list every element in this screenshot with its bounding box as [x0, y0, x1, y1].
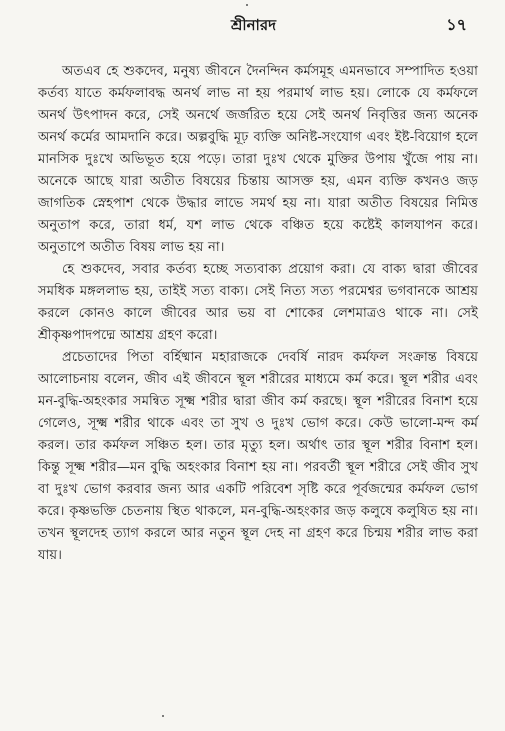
paragraph: হে শুকদেব, সবার কর্তব্য হচ্ছে সত্যবাক্য প্রয়োগ করা। যে বাক্য দ্বারা জীবের সমধিক মঙ্গললাভ হয়, তাইই সত্য বাক্য। সেই নিত্য সত্য পরমেশ্বর ভগবানকে আশ্রয় করলে কোনও কালে জীবের আর ভয় বা শোকের লেশমাত্রও থাকে না। সেই শ্রীকৃষ্ণপাদপদ্মে আশ্রয় গ্রহণ করো।	[38, 262, 478, 343]
running-title: শ্রীনারদ	[230, 16, 277, 34]
page-number: ১৭	[446, 15, 467, 34]
scan-speck	[246, 4, 248, 6]
scan-speck	[162, 715, 164, 717]
paragraph: প্রচেতাদের পিতা বর্হিষ্মান মহারাজকে দেবর্ষি নারদ কর্মফল সংক্রান্ত বিষয়ে আলোচনায় বলেন, জীব এই জীবনে স্থূল শরীরের মাধ্যমে কর্ম করে। স্থূল শরীর এবং মন-বুদ্ধি-অহংকার সমন্বিত সূক্ষ্ম শরীর দ্বারা জীব কর্ম করছে। স্থূল শরীরের বিনাশ হয়ে গেলেও, সূক্ষ্ম শরীর থাকে এবং তা সুখ ও দুঃখ ভোগ করে। কেউ ভালো-মন্দ কর্ম করল। তার কর্মফল সঞ্চিত হল। তার মৃত্যু হল। অর্থাৎ তার স্থূল শরীর বিনাশ হল। কিন্তু সূক্ষ্ম শরীর—মন বুদ্ধি অহংকার বিনাশ হয় না। পরবর্তী স্থূল শরীরে সেই জীব সুখ বা দুঃখ ভোগ করবার জন্য আর একটি পরিবেশ সৃষ্টি করে পূর্বজন্মের কর্মফল ভোগ করে। কৃষ্ণভক্তি চেতনায় স্থিত থাকলে, মন-বুদ্ধি-অহংকার জড় কলুষে কলুষিত হয় না। তখন স্থূলদেহ ত্যাগ করলে আর নতুন স্থূল দেহ না গ্রহণ করে চিন্ময় শরীর লাভ করা যায়।	[38, 350, 478, 563]
body-text	[38, 61, 478, 567]
paragraph: অতএব হে শুকদেব, মনুষ্য জীবনে দৈনন্দিন কর্মসমূহ এমনভাবে সম্পাদিত হওয়া কর্তব্য যাতে কর্মফলাবদ্ধ অনর্থ লাভ না হয় পরমার্থ লাভ হয়। লোকে যে কর্মফলে অনর্থ উৎপাদন করে, সেই অনর্থে জর্জরিত হয়ে সেই অনর্থ নিবৃত্তির জন্য অনেক অনর্থ কর্মের আমদানি করে। অল্পবুদ্ধি মূঢ় ব্যক্তি অনিষ্ট-সংযোগ এবং ইষ্ট-বিয়োগ হলে মানসিক দুঃখে অভিভূত হয়ে পড়ে। তারা দুঃখ থেকে মুক্তির উপায় খুঁজে পায় না। অনেকে আছে যারা অতীত বিষয়ের চিন্তায় আসক্ত হয়, এমন ব্যক্তি কখনও জড় জাগতিক স্নেহপাশ থেকে উদ্ধার লাভে সমর্থ হয় না। যারা অতীত বিষয়ের নিমিত্ত অনুতাপ করে, তারা ধর্ম, যশ লাভ থেকে বঞ্চিত হয়ে কষ্টেই কালযাপন করে। অনুতাপে অতীত বিষয় লাভ হয় না।	[38, 64, 478, 255]
page-header	[40, 12, 467, 38]
